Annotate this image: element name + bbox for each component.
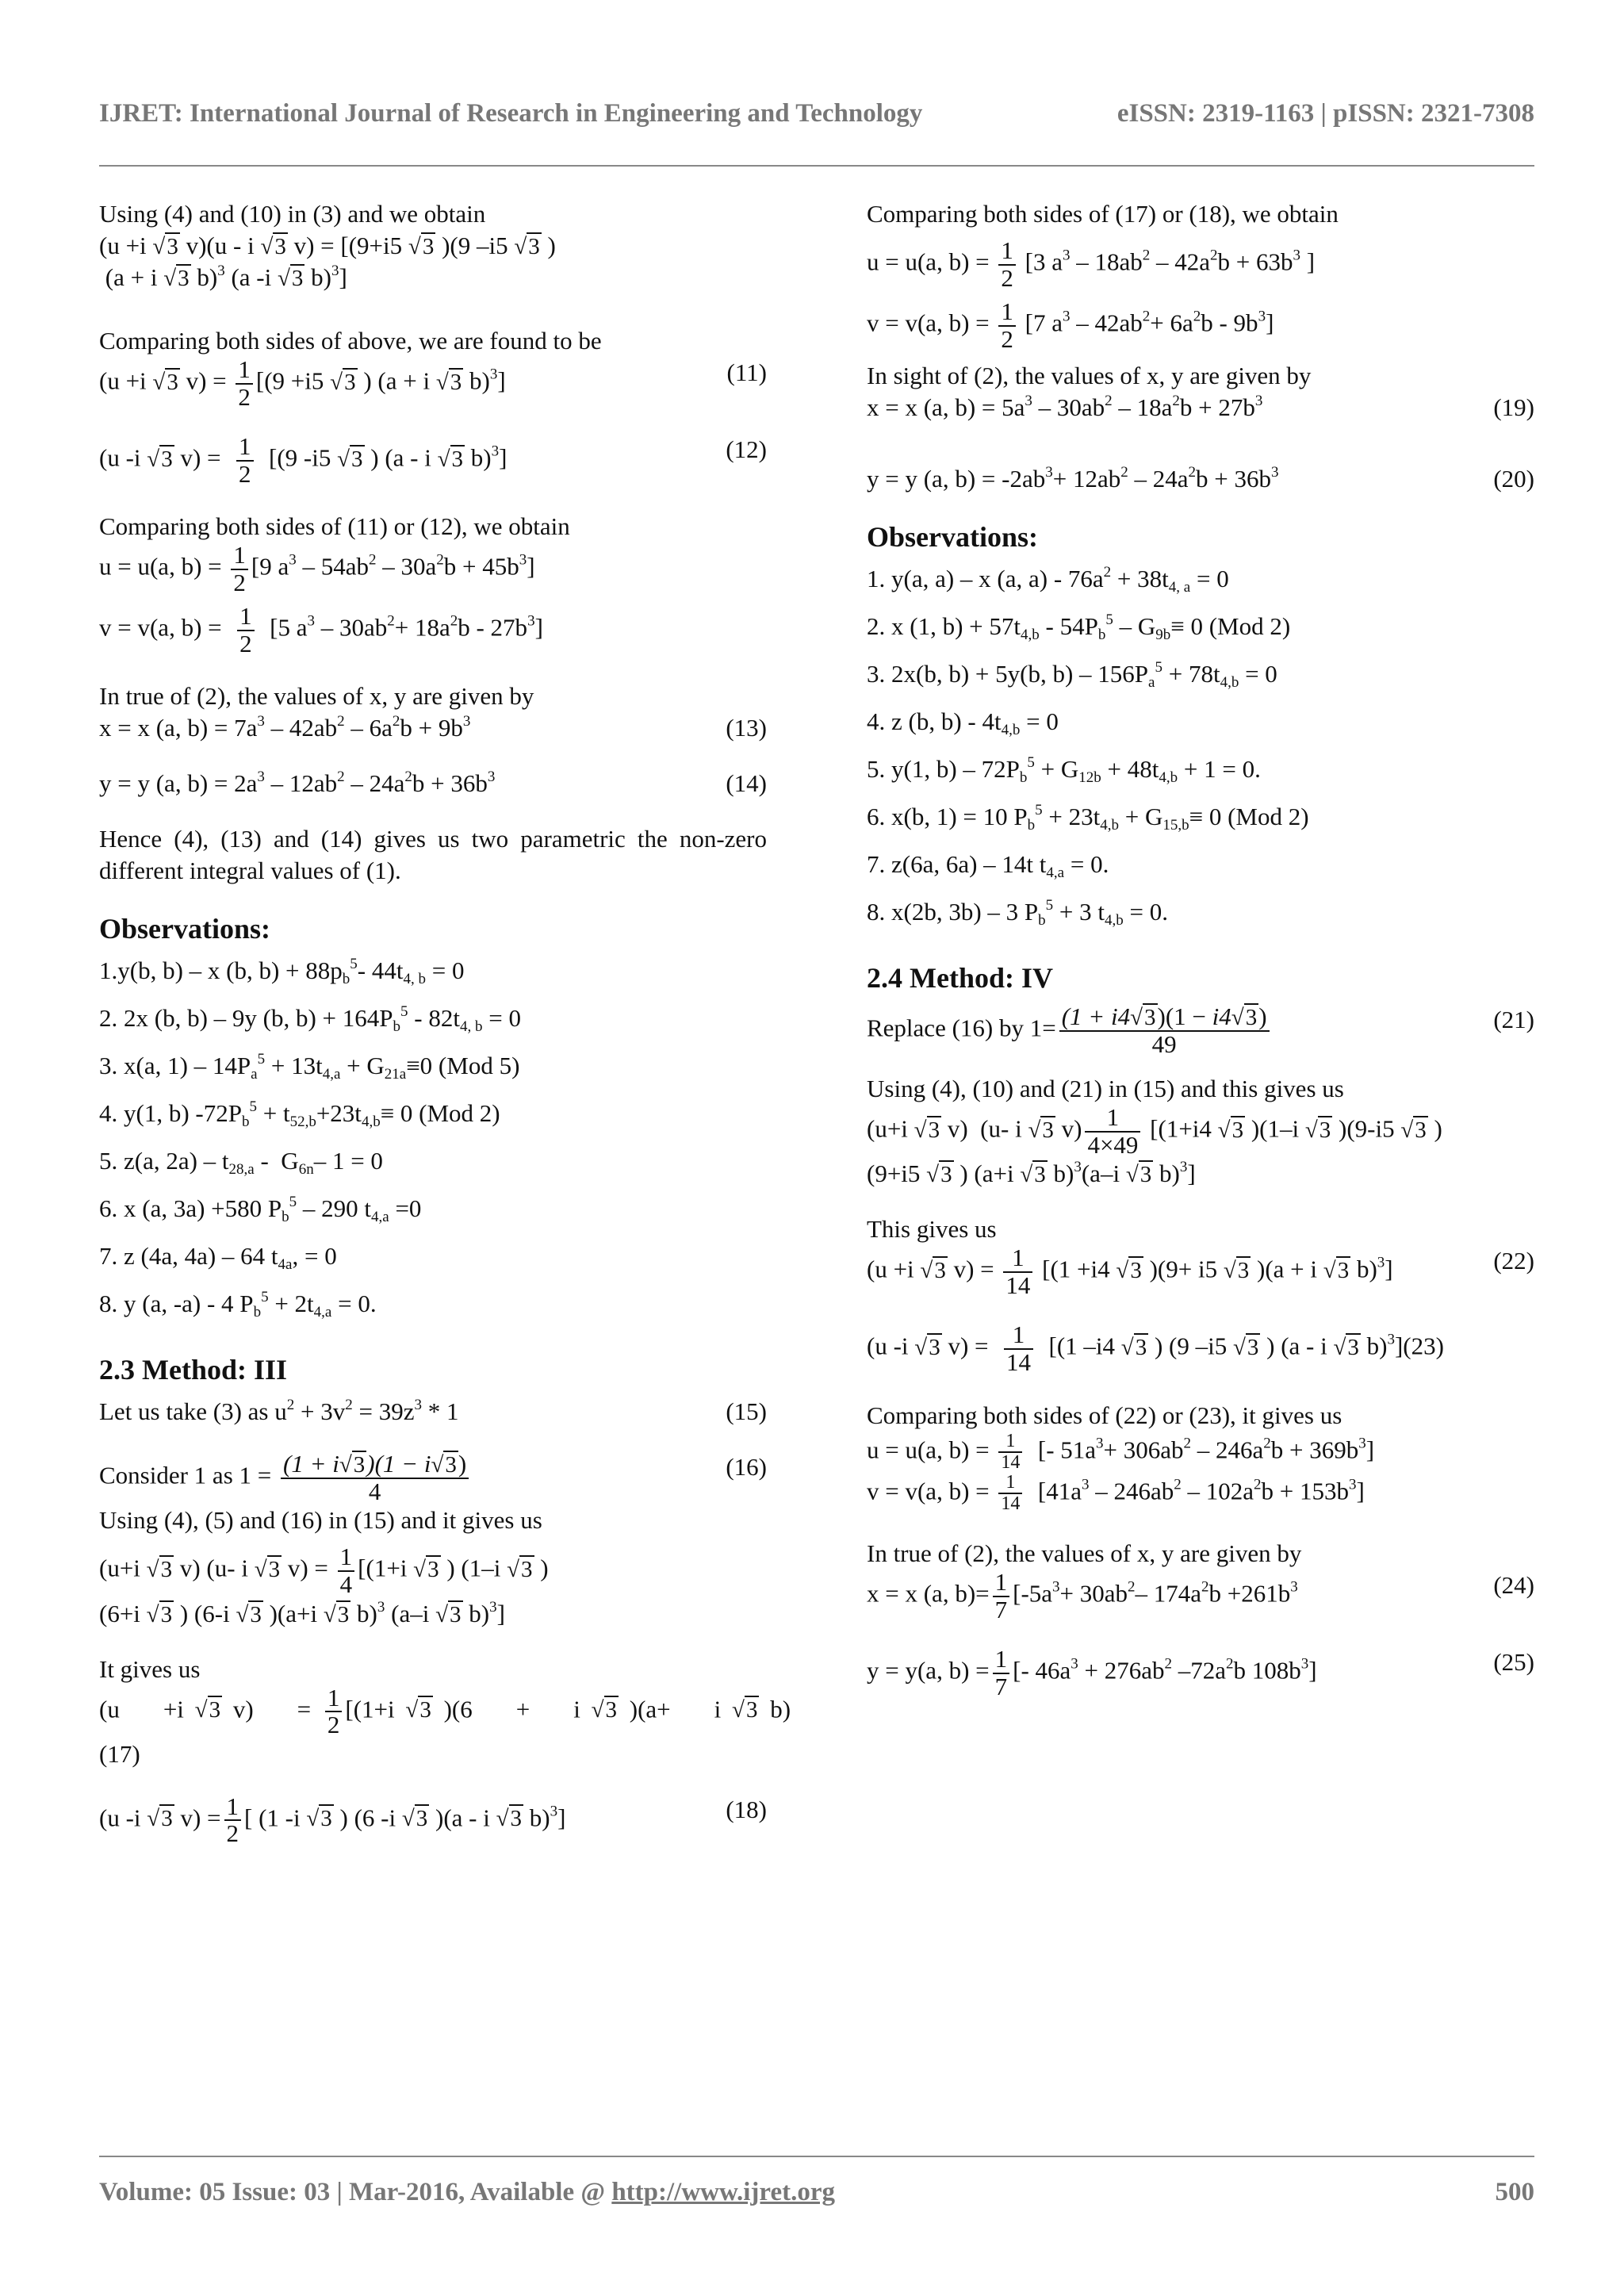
equation: y = y (a, $b) = 2a^3 - 12ab^2 - 24a^2b + 36b^3$ (14) — [99, 768, 767, 799]
equation: y = y (a, $b) = -2ab^3+ 12ab^2 - 24a^2b + 36b^3$ (20) — [867, 463, 1534, 495]
equation: (u -i √3 v) = $\frac{1}{2}$ [ (1 -i √3 ) (6 -i √3 )(a - i √3 b)$^3$] (18) — [99, 1792, 767, 1848]
equation: Let us take (3) as $u^2 + 3v^2 = 39z^3 * 1$ (15) — [99, 1396, 767, 1428]
equation: (u +i √3 v) = $\frac{1}{2}$ [(9 +i5 √3 ) (a + i √3 b)$^3$] (11) — [99, 355, 767, 411]
equation: (u -i √3 v) = $\frac{1}{2}$ [(9 -i5 √3 ) (a - i √3 b)$^3$] (12) — [99, 432, 767, 488]
equation: u = u(a, b) = $\frac{1}{2}$ [9 $a^3 - 54ab^2 - 30a^2b + 45b^3$] — [99, 541, 535, 596]
equation-number: (15) — [726, 1397, 767, 1426]
list-item: 7. z (4a, 4a) – 64 $t_{4a}$, = 0 — [99, 1242, 337, 1274]
equation-number: (19) — [1493, 393, 1534, 422]
equation: u = u(a, b) = $\frac{1}{2}$ [3 $a^3 - 18ab^2 - 42a^2b + 63b^3$ ] — [867, 236, 1316, 292]
list-item: 1. y(a, a) – x (a, $a) - 76a^2 + 38t_{4, a} = 0$ — [867, 564, 1229, 596]
page-number: 500 — [1495, 2178, 1534, 2206]
equation: (9+i5 √3 ) (a+i √3 b)$^3$(a–i √3 b)$^3$] — [867, 1159, 1196, 1188]
equation: (u +i √3 v) = $\frac{1}{14}$ [(1 +i4 √3 )(9+ i5 √3 )(a + i √3 b)$^3$] (22) — [867, 1244, 1534, 1299]
equation-number: (20) — [1493, 465, 1534, 493]
equation-number: (16) — [726, 1453, 767, 1481]
equation-number: (25) — [1493, 1648, 1534, 1677]
equation-number: (21) — [1493, 1006, 1534, 1034]
header-rule — [99, 165, 1534, 167]
footer-volume-text: Volume: 05 Issue: 03 | Mar-2016, Available @ — [99, 2178, 612, 2206]
equation: (u+i √3 v) (u- i √3 v) = $\frac{1}{4}$ [(1+i √3 ) (1–i √3 ) — [99, 1543, 549, 1599]
equation: Consider 1 as 1 = $\frac{(1 + i√3)(1 - i√3)}{4}$ (16) — [99, 1450, 767, 1505]
footer-link[interactable]: http://www.ijret.org — [611, 2178, 835, 2206]
list-item: 3. x(a, $1) - 14P_a^5 + 13t_{4,a} + G_{21a}\equiv 0$ (Mod 5) — [99, 1051, 520, 1083]
equation-number: (11) — [726, 358, 767, 386]
paragraph: In true of (2), the values of x, y are given by — [99, 682, 534, 711]
equation: u = u(a, b) = $\frac{1}{14}$ [- $51a^3+ 306ab^2 - 246a^2b + 369b^3$] — [867, 1430, 1375, 1473]
paragraph: Comparing both sides of (17) or (18), we obtain — [867, 200, 1339, 228]
list-item: 8. x(2b, 3b) – 3 $P_b^5 + 3$ $t_{4,b} = 0$. — [867, 897, 1168, 930]
equation: (6+i √3 ) (6-i √3 )(a+i √3 b)$^3$ (a–i √3 b)$^3$] — [99, 1598, 505, 1627]
paragraph: Comparing both sides of (11) or (12), we obtain — [99, 512, 570, 541]
list-item: 6. x (a, 3a) +580 $P_b^5 - 290$ $t_{4,a} =0$ — [99, 1194, 422, 1226]
list-item: 8. y (a, -a) - 4 $P_b^5 + 2t_{4,a} = 0$. — [99, 1289, 377, 1321]
list-item: 1.y(b, b) – x (b, $b) + 88p_b^5-$ $44t_{4, b} = 0$ — [99, 956, 465, 988]
section-heading: Observations: — [867, 521, 1038, 554]
list-item: 3. 2x(b, b) + 5y(b, $b) - 156P_a^5 + 78t_{4,b} = 0$ — [867, 659, 1277, 692]
equation: x = x (a, $b) = 5a^3 - 30ab^2 - 18a^2b + 27b^3$ (19) — [867, 392, 1534, 424]
equation-number: (14) — [726, 769, 767, 798]
page-footer — [99, 2178, 1534, 2213]
equation-number: (22) — [1493, 1247, 1534, 1275]
paragraph: Comparing both sides of (22) or (23), it gives us — [867, 1401, 1342, 1429]
equation-number: (24) — [1493, 1571, 1534, 1600]
section-heading: 2.3 Method: III — [99, 1354, 288, 1386]
equation-number: (13) — [726, 714, 767, 742]
list-item: 2. 2x (b, b) – 9y (b, $b) + 164P_b^5 - 82t_{4, b} = 0$ — [99, 1003, 521, 1036]
equation: (a + i √3 b)$^3$ (a -i √3 b)$^3$] — [99, 263, 347, 291]
list-item: 5. y(1, $b) - 72P_b^5 + G_{12b} + 48t_{4,b} + 1 = 0$. — [867, 754, 1261, 787]
equation-number: (23) — [1403, 1332, 1444, 1361]
journal-title: IJRET: International Journal of Research in Engineering and Technology — [99, 99, 923, 128]
list-item: 7. z(6a, 6a) – 14t $t_{4,a} = 0$. — [867, 850, 1109, 882]
equation: (u +i √3 v)(u - i √3 v) = [(9+i5 √3 )(9 –i5 √3 ) — [99, 232, 556, 259]
inline-text: Replace (16) by 1= — [867, 1014, 1056, 1042]
equation: y = y(a, b) = $\frac{1}{7}$ [- $46a^3 + 276ab^2$ $-72a^2b$ $108b^3$] (25) — [867, 1645, 1534, 1700]
paragraph: Comparing both sides of above, we are found to be — [99, 327, 602, 355]
paragraph: In sight of (2), the values of x, y are given by — [867, 362, 1312, 390]
section-heading: 2.4 Method: IV — [867, 962, 1053, 995]
equation: (u+i √3 v) (u- i √3 v) $\frac{1}{4\times 49}$ [(1+i4 √3 )(1–i √3 )(9-i5 √3 ) — [867, 1103, 1442, 1159]
paragraph: This gives us — [867, 1215, 997, 1244]
left-column — [99, 198, 791, 1848]
footer-volume — [99, 2178, 835, 2207]
equation: v = v(a, b) = $\frac{1}{14}$ $[41a^3 - 246ab^2 - 102a^2b + 153b^3]$ — [867, 1471, 1365, 1515]
equation: v = v(a, b) = $\frac{1}{2}$ [5 $a^3 - 30ab^2+ 18a^2b - 27b^3$] — [99, 602, 543, 657]
right-column — [867, 198, 1534, 1700]
equation: x = x (a, $b) = 7a^3 - 42ab^2 - 6a^2b + 9b^3$ (13) — [99, 712, 767, 744]
list-item: 4. z (b, $b) - 4t_{4,b} = 0$ — [867, 707, 1059, 739]
list-item: 6. x(b, 1) = 10 $P_b^5 + 23t_{4,b} + G_{15,b}\equiv 0$ (Mod 2) — [867, 802, 1309, 834]
inline-text: Let us take (3) as u — [99, 1397, 287, 1426]
equation-number: (12) — [726, 435, 767, 464]
equation-number: (18) — [726, 1795, 767, 1823]
equation: Replace (16) by 1= $\frac{(1 + i4√3)(1 - i4√3)}{49}$ (21) — [867, 1002, 1534, 1058]
list-item: 4. y(1, b) $-72P_b^5 + t_{52,b}+23t_{4,b}\equiv 0$ (Mod 2) — [99, 1098, 500, 1131]
equation: v = v(a, b) = $\frac{1}{2}$ [7 $a^3 - 42ab^2+ 6a^2b - 9b^3$] — [867, 297, 1274, 353]
equation: (u +i √3 v) = $\frac{1}{2}$ [(1+i √3 )(6 + i √3 )(a+ i √3 b) — [99, 1683, 791, 1739]
equation: x = x (a, b)= $\frac{1}{7}$ [$-5a^3+ 30ab^2-$ $174a^2b +261b^3$ (24) — [867, 1568, 1534, 1623]
list-item: 5. z(a, $2a) - t_{28,a} - G_{6n}-$ 1 = 0 — [99, 1147, 383, 1179]
paragraph: It gives us — [99, 1654, 201, 1683]
equation: (u -i √3 v) = $\frac{1}{14}$ [(1 –i4 √3 ) (9 –i5 √3 ) (a - i √3 b)$^3$](23) — [867, 1320, 1444, 1377]
inline-text: Consider 1 as 1 = — [99, 1462, 278, 1490]
issn: eISSN: 2319-1163 | pISSN: 2321-7308 — [1116, 99, 1534, 128]
paragraph: In true of (2), the values of x, y are given by — [867, 1539, 1302, 1568]
paragraph: Hence (4), (13) and (14) gives us two parametric the non-zero different integral values of (1). — [99, 825, 767, 885]
equation-number: (17) — [99, 1739, 140, 1768]
footer-rule — [99, 2156, 1534, 2157]
paragraph: Using (4), (5) and (16) in (15) and it gives us — [99, 1506, 542, 1535]
section-heading: Observations: — [99, 913, 270, 945]
page-header — [99, 99, 1534, 134]
list-item: 2. x (1, $b) + 57t_{4,b} - 54P_b^5 - G_{9b}\equiv 0$ (Mod 2) — [867, 611, 1291, 644]
paragraph: Using (4) and (10) in (3) and we obtain — [99, 200, 486, 228]
paragraph: Using (4), (10) and (21) in (15) and this gives us — [867, 1075, 1344, 1103]
